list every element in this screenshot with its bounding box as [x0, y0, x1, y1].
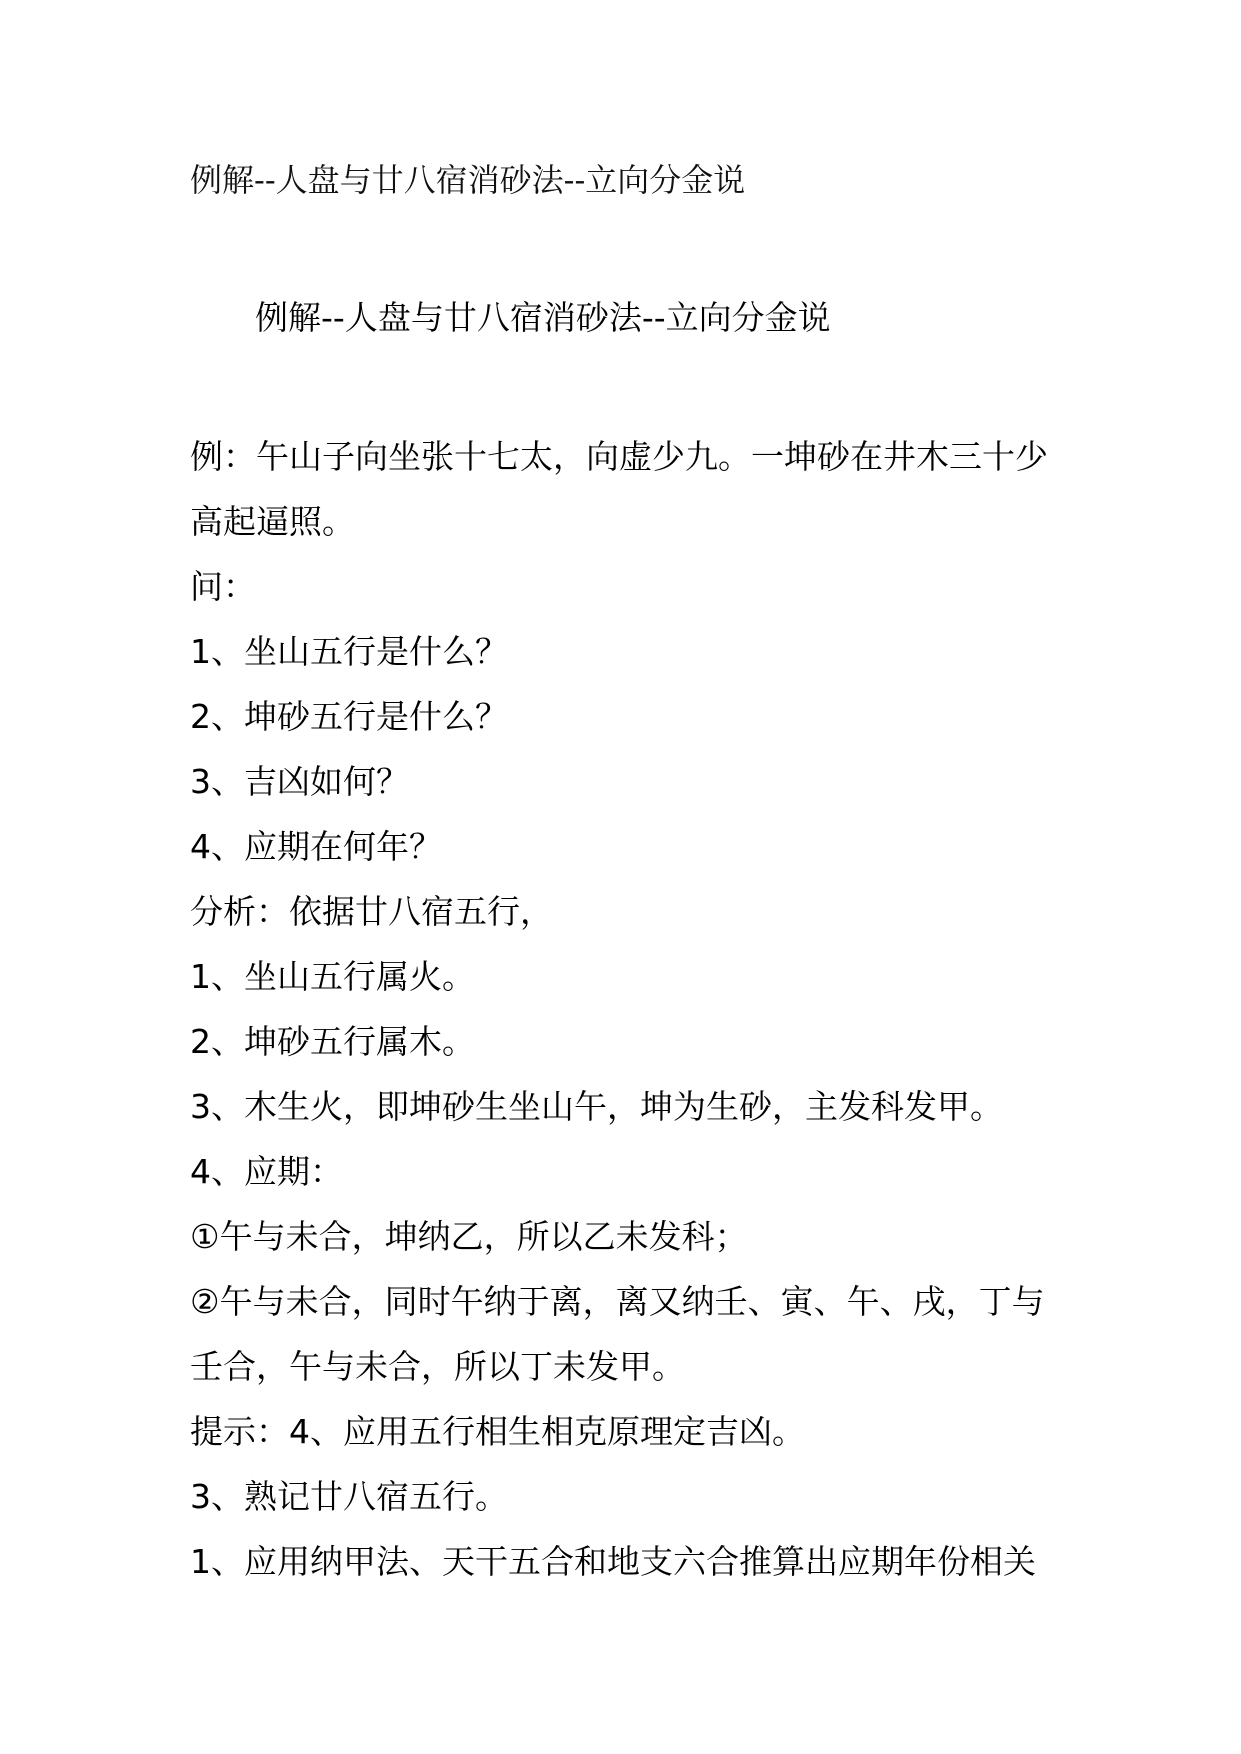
- article-body: [190, 424, 1070, 1594]
- body-line-analysis-label: 分析：依据廿八宿五行，: [190, 892, 553, 931]
- body-line-timing-1: ①午与未合，坤纳乙，所以乙未发科；: [190, 1217, 748, 1256]
- body-line-analysis-1: 1、坐山五行属火。: [190, 957, 475, 996]
- body-line-question-3: 3、吉凶如何？: [190, 762, 409, 801]
- body-line-question-4: 4、应期在何年？: [190, 827, 442, 866]
- body-line-analysis-4: 4、应期：: [190, 1152, 343, 1191]
- body-line-hint: 提示：4、应用五行相生相克原理定吉凶。: [190, 1412, 805, 1451]
- body-line-timing-2-cont: 壬合，午与未合，所以丁未发甲。: [190, 1347, 685, 1386]
- body-line-question-label: 问：: [190, 567, 256, 606]
- body-line-analysis-2: 2、坤砂五行属木。: [190, 1022, 475, 1061]
- document-title: 例解--人盘与廿八宿消砂法--立向分金说: [190, 161, 746, 199]
- body-line-question-2: 2、坤砂五行是什么？: [190, 697, 508, 736]
- body-line-hint-1: 1、应用纳甲法、天干五合和地支六合推算出应期年份相关: [190, 1542, 1036, 1581]
- body-line-example: 例：午山子向坐张十七太，向虚少九。一坤砂在井木三十少: [190, 437, 1048, 476]
- body-line-hint-3: 3、熟记廿八宿五行。: [190, 1477, 508, 1516]
- body-line-analysis-3: 3、木生火，即坤砂生坐山午，坤为生砂，主发科发甲。: [190, 1087, 1003, 1126]
- body-line-question-1: 1、坐山五行是什么？: [190, 632, 508, 671]
- body-line-timing-2: ②午与未合，同时午纳于离，离又纳壬、寅、午、戌，丁与: [190, 1282, 1045, 1321]
- article-heading: 例解--人盘与廿八宿消砂法--立向分金说: [255, 298, 831, 337]
- body-line-example-cont: 高起逼照。: [190, 502, 355, 541]
